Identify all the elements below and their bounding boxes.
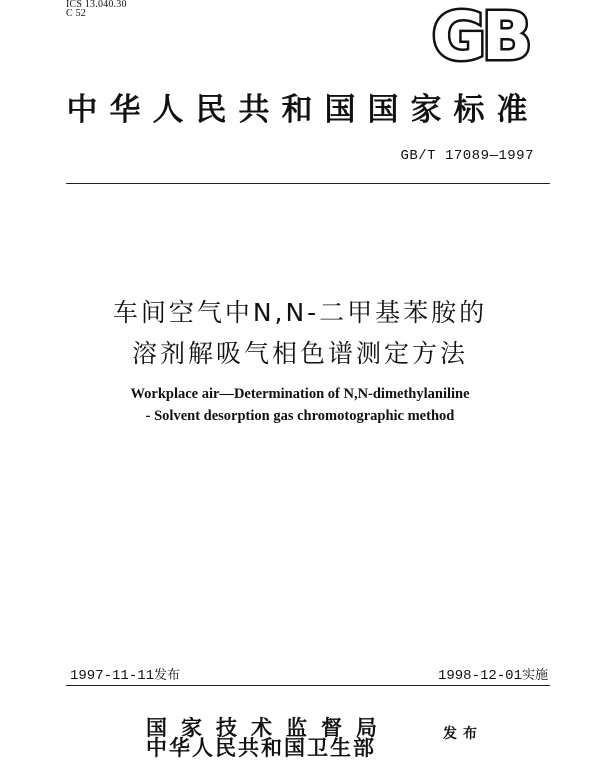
title-zh-line2: 溶剂解吸气相色谱测定方法 [131,339,468,368]
title-zh-line1: 车间空气中N,N-二甲基苯胺的 [112,298,488,327]
title-en-line2: - Solvent desorption gas chromotographic method [145,408,455,424]
implement-date: 1998-12-01 [437,668,522,684]
implement-label: 实施 [521,668,548,683]
ccs-code: C 52 [66,8,86,19]
issuer-line1: 国家技术监督局 [146,715,391,740]
issuer-line2: 中华人民共和国卫生部 [146,735,376,760]
title-en-line1: Workplace air—Determination of N,N-dimethylaniline [130,386,470,402]
standard-type-heading: 中华人民共和国国家标准 [66,92,540,128]
top-divider [66,183,550,184]
standard-number: GB/T 17089—1997 [400,148,534,164]
issue-date-line [70,664,180,684]
gb-logo-text: GB [431,4,529,66]
gb-logo [412,4,548,66]
issue-date: 1997-11-11 [70,668,155,684]
implement-date-line [438,664,548,684]
bottom-divider [66,685,550,686]
issue-label: 发布 [154,668,181,683]
ics-code: ICS 13.040.30 [66,0,127,10]
issue-verb: 发布 [443,726,483,742]
